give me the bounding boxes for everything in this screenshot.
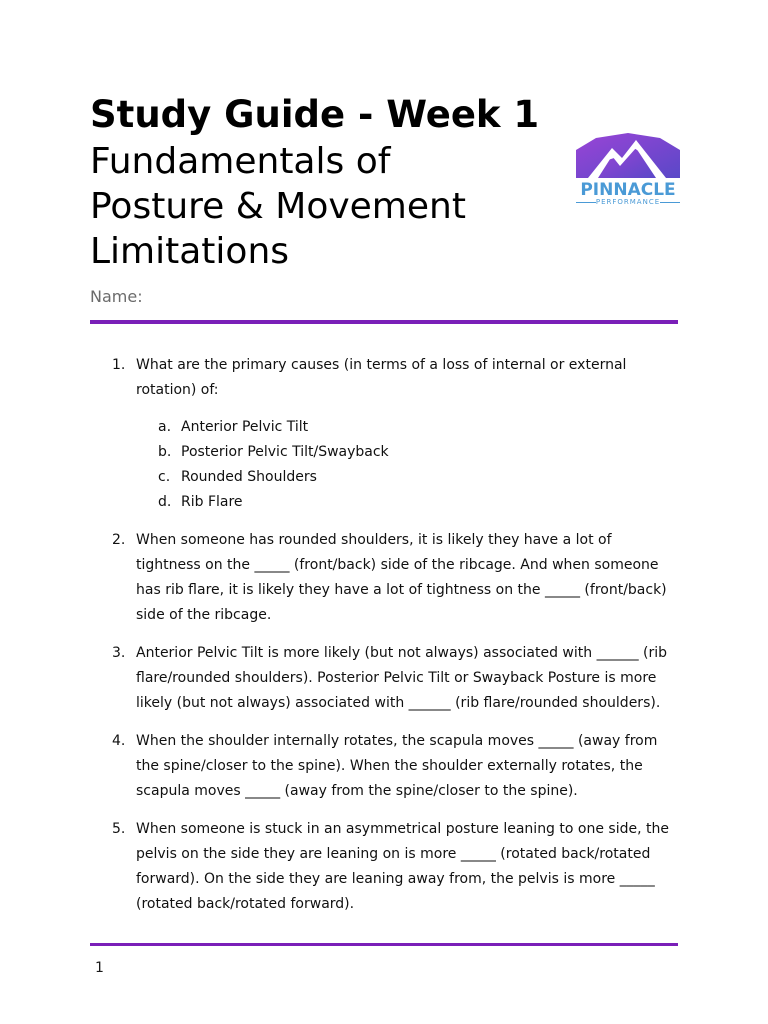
question-number: 5. — [112, 821, 126, 837]
name-field-label: Name: — [90, 287, 143, 306]
question-number: 3. — [112, 645, 126, 661]
question-item — [90, 817, 680, 917]
question-list — [90, 353, 680, 930]
question-item — [90, 528, 680, 628]
sub-question-item — [136, 465, 680, 490]
question-item — [90, 729, 680, 804]
question-text: Anterior Pelvic Tilt is more likely (but not always) associated with ______ (rib flare/rounded shoulders). Posterior Pelvic Tilt or Swayback Posture is more likely (but not always) associated with ______ (rib flare/rounded shoulders). — [136, 645, 668, 711]
header-divider — [90, 320, 678, 324]
sub-question-text: Posterior Pelvic Tilt/Swayback — [181, 444, 389, 460]
sub-question-letter: d. — [158, 494, 172, 510]
page-title: Study Guide - Week 1 — [90, 93, 540, 136]
subtitle-line: Fundamentals of — [90, 141, 391, 182]
sub-question-letter: a. — [158, 419, 172, 435]
question-text: What are the primary causes (in terms of a loss of internal or external rotation) of: — [136, 357, 627, 398]
sub-question-item — [136, 490, 680, 515]
sub-question-letter: c. — [158, 469, 171, 485]
sub-question-item — [136, 440, 680, 465]
mountain-logo-icon — [574, 132, 682, 182]
sub-question-item — [136, 415, 680, 440]
question-text: When someone is stuck in an asymmetrical posture leaning to one side, the pelvis on the side they are leaning on is more _____ (rotated back/rotated forward). On the side they are leaning away from, the pelvis is more _____ (rotated back/rotated forward). — [136, 821, 669, 912]
sub-question-list — [136, 415, 680, 515]
sub-question-text: Anterior Pelvic Tilt — [181, 419, 309, 435]
logo-divider — [660, 202, 680, 203]
question-item — [90, 353, 680, 515]
sub-question-text: Rounded Shoulders — [181, 469, 317, 485]
logo-tagline: PERFORMANCE — [595, 198, 661, 206]
question-text: When someone has rounded shoulders, it is likely they have a lot of tightness on the _____ (front/back) side of the ribcage. And when someone has rib flare, it is likely they have a lot of tightness on the _____ (front/back) side of the ribcage. — [136, 532, 667, 623]
pinnacle-logo — [574, 132, 682, 210]
subtitle-line: Posture & Movement — [90, 186, 466, 227]
question-text: When the shoulder internally rotates, the scapula moves _____ (away from the spine/closer to the spine). When the shoulder externally rotates, the scapula moves _____ (away from the spine/closer to the spine). — [136, 733, 658, 799]
logo-name: PINNACLE — [580, 180, 676, 200]
page-number: 1 — [95, 960, 104, 976]
sub-question-text: Rib Flare — [181, 494, 243, 510]
footer-divider — [90, 943, 678, 946]
question-item — [90, 641, 680, 716]
page-subtitle — [90, 139, 550, 274]
question-number: 1. — [112, 357, 126, 373]
sub-question-letter: b. — [158, 444, 172, 460]
subtitle-line: Limitations — [90, 231, 290, 272]
question-number: 2. — [112, 532, 126, 548]
question-number: 4. — [112, 733, 126, 749]
